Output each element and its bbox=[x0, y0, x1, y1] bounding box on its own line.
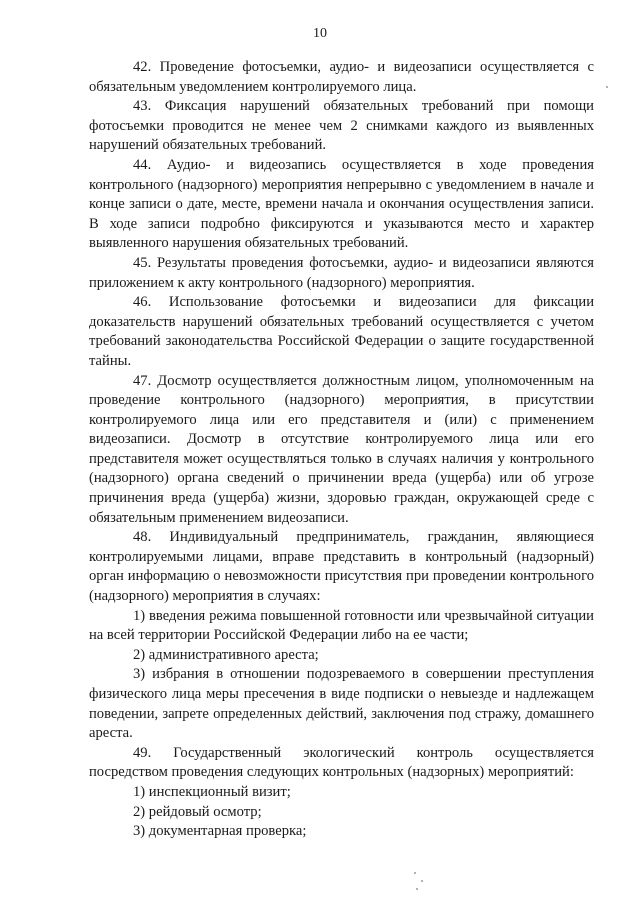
list-item-49-2: 2) рейдовый осмотр; bbox=[133, 803, 262, 820]
paragraph-49: 49. Государственный экологический контроль осуществляется посредством проведения следующих контрольных (надзорных) мероприятий: bbox=[89, 744, 594, 781]
scan-speck bbox=[416, 888, 418, 890]
list-item-49-3: 3) документарная проверка; bbox=[133, 823, 307, 840]
list-item-48-2: 2) административного ареста; bbox=[133, 646, 319, 663]
document-body bbox=[89, 58, 594, 842]
page-number: 10 bbox=[313, 26, 327, 41]
list-item-49-1: 1) инспекционный визит; bbox=[133, 783, 291, 800]
paragraph-42: 42. Проведение фотосъемки, аудио- и видеозаписи осуществляется с обязательным уведомлением контролируемого лица. bbox=[89, 59, 594, 95]
paragraph-48: 48. Индивидуальный предприниматель, гражданин, являющиеся контролируемыми лицами, вправе представить в контрольный (надзорный) орган информацию о невозможности присутствия при проведении контрольного (надзорного) мероприятия в случаях: bbox=[89, 529, 594, 605]
paragraph-43: 43. Фиксация нарушений обязательных требований при помощи фотосъемки проводится не менее чем 2 снимками каждого из выявленных нарушений обязательных требований. bbox=[89, 98, 594, 154]
scan-speck bbox=[414, 872, 416, 874]
scan-speck bbox=[421, 880, 423, 882]
paragraph-47: 47. Досмотр осуществляется должностным лицом, уполномоченным на проведение контрольного (надзорного) мероприятия, в присутствии контролируемого лица или его представителя и (или) с применением видеозаписи. Досмотр в отсутствие контролируемого лица или его представителя может осуществляться только в случаях наличия у контрольного (надзорного) органа сведений о причинении вреда (ущерба) или об угрозе причинения вреда (ущерба) жизни, здоровью граждан, окружающей среде с обязательным применением видеозаписи. bbox=[89, 372, 594, 526]
list-item-48-1: 1) введения режима повышенной готовности или чрезвычайной ситуации на всей территории Российской Федерации либо на ее части; bbox=[89, 607, 594, 644]
list-item-48-3: 3) избрания в отношении подозреваемого в совершении преступления физического лица меры пресечения в виде подписки о невыезде и надлежащем поведении, запрете определенных действий, заключения под стражу, домашнего ареста. bbox=[89, 666, 594, 742]
paragraph-44: 44. Аудио- и видеозапись осуществляется в ходе проведения контрольного (надзорного) мероприятия непрерывно с уведомлением в начале и конце записи о дате, месте, времени начала и окончания осуществления записи. В ходе записи подробно фиксируются и указываются место и характер выявленного нарушения обязательных требований. bbox=[89, 156, 594, 252]
scan-speck bbox=[606, 86, 608, 88]
paragraph-45: 45. Результаты проведения фотосъемки, аудио- и видеозаписи являются приложением к акту контрольного (надзорного) мероприятия. bbox=[89, 254, 594, 291]
paragraph-46: 46. Использование фотосъемки и видеозаписи для фиксации доказательств нарушений обязательных требований осуществляется с учетом требований законодательства Российской Федерации о защите государственной тайны. bbox=[89, 294, 594, 369]
